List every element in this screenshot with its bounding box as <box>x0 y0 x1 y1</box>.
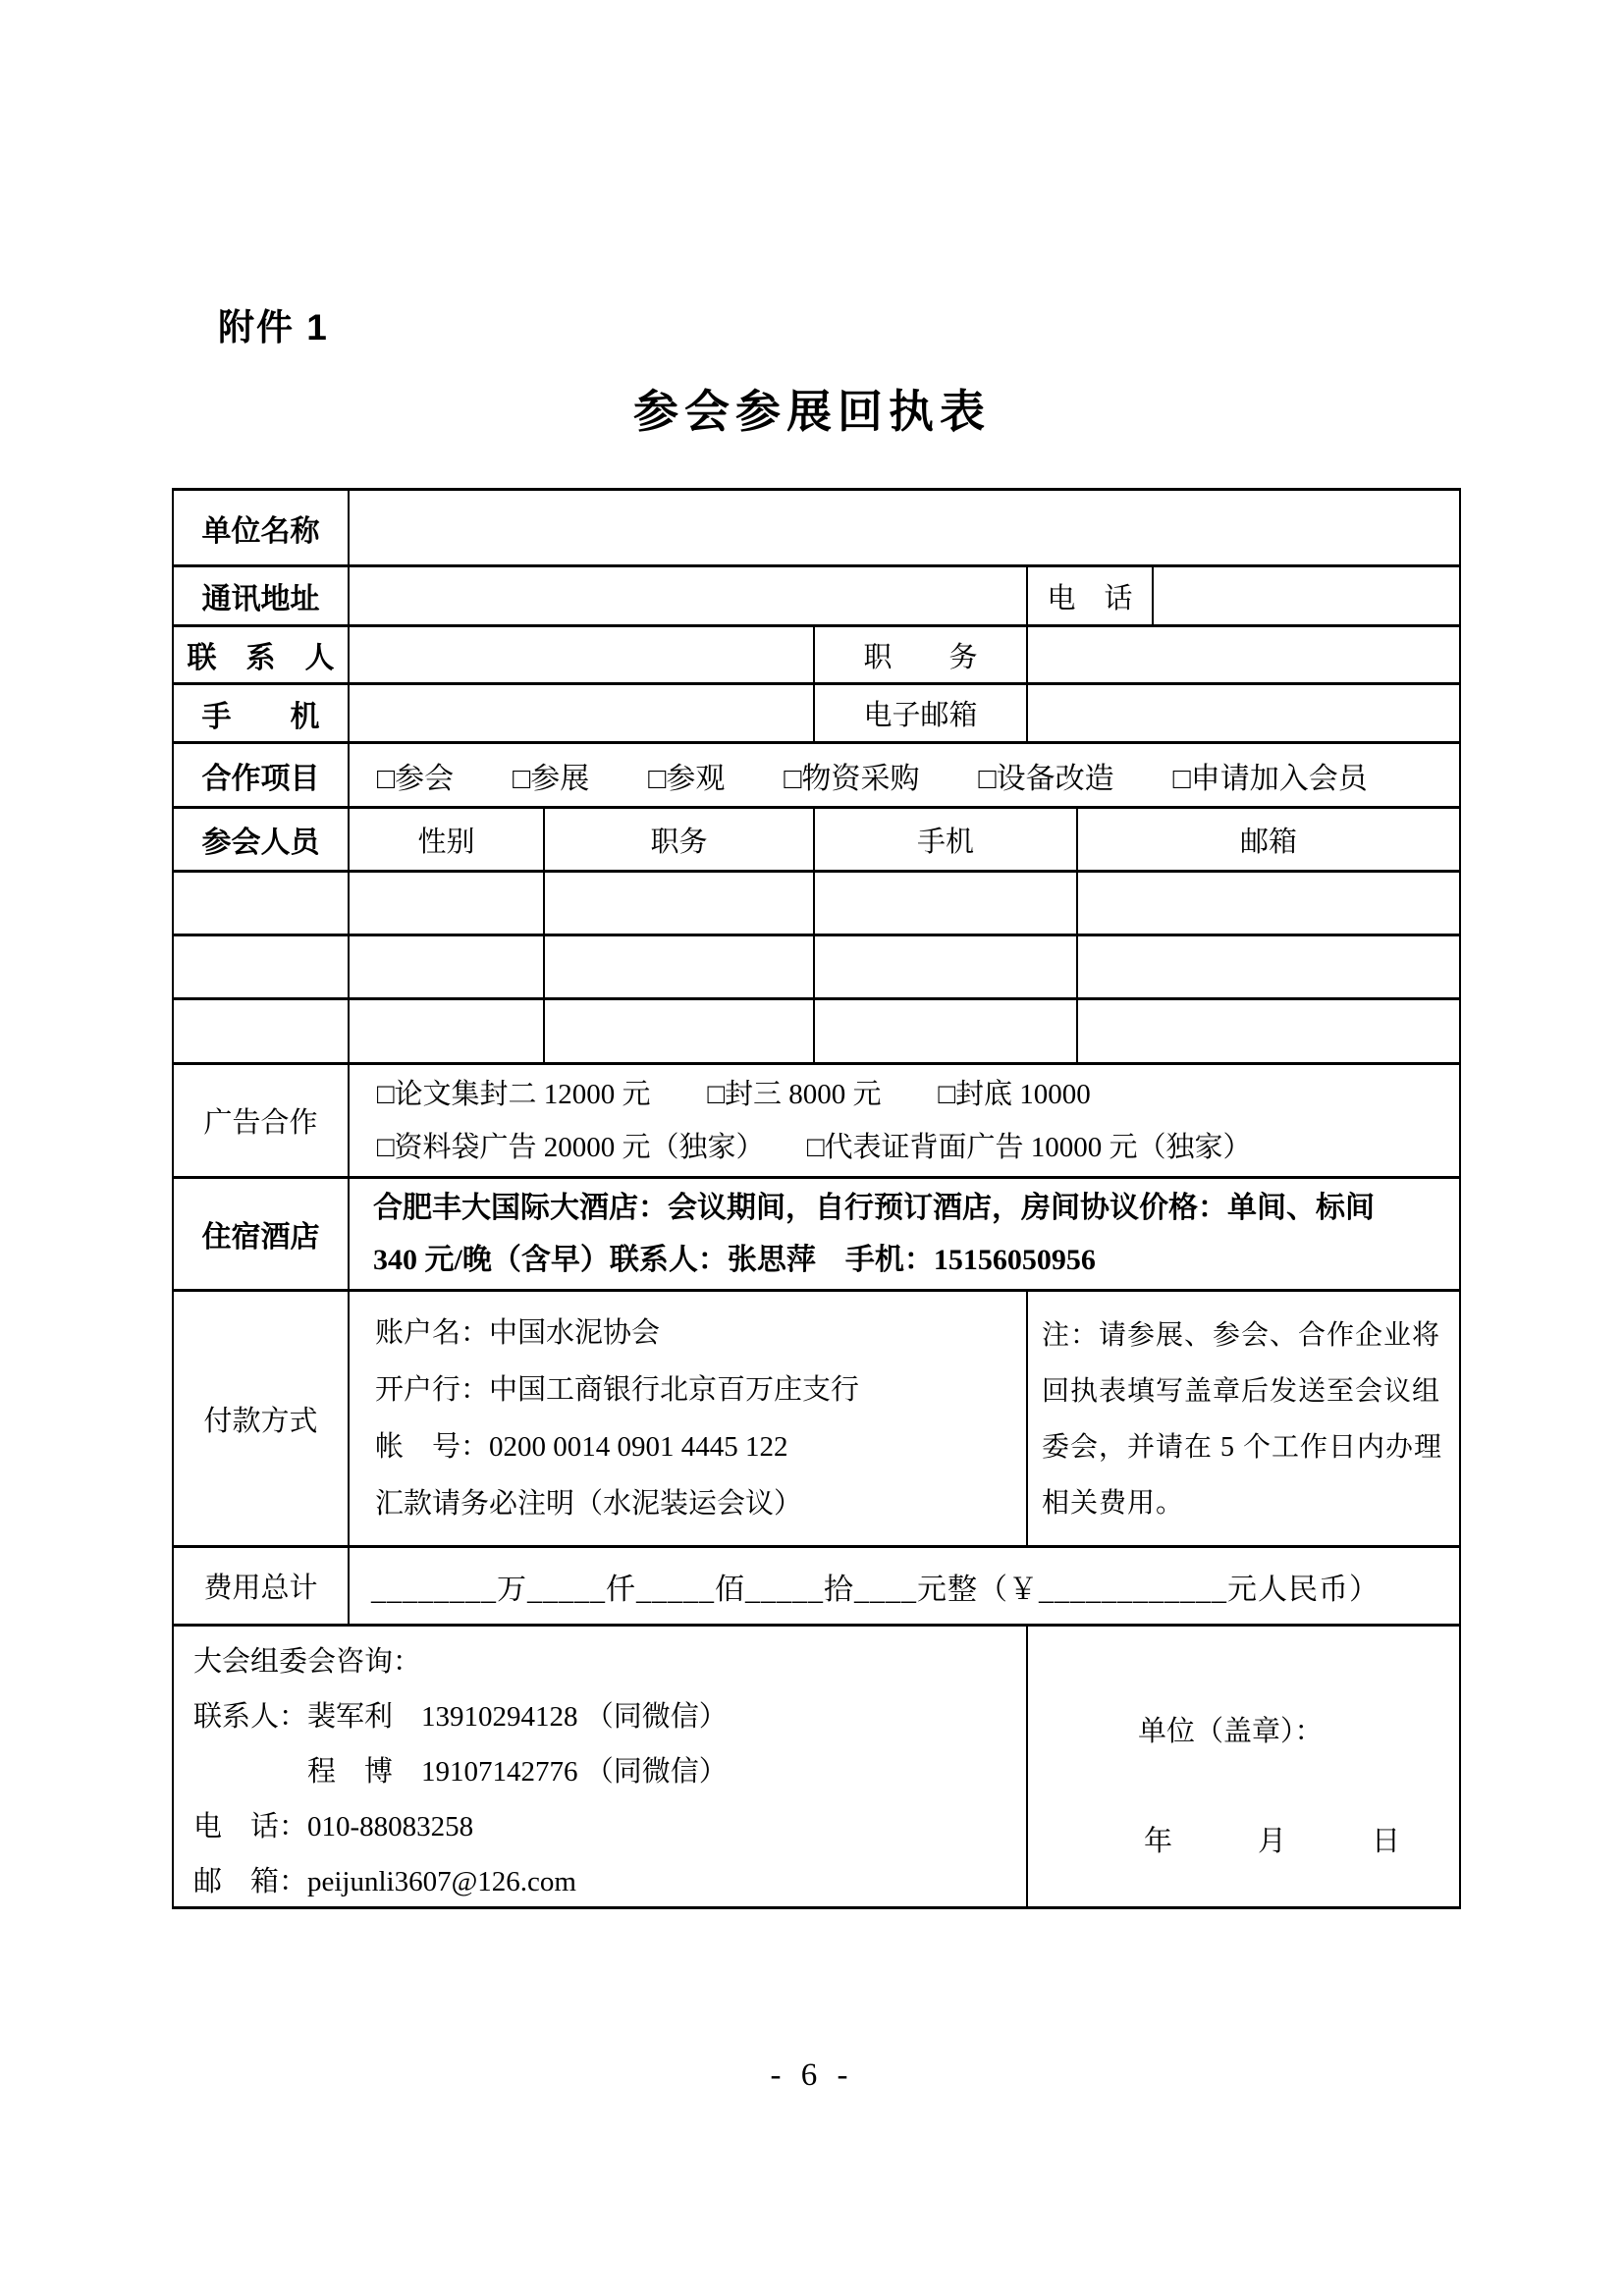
row-total <box>174 1545 1459 1624</box>
attendee-email-cell <box>1076 1000 1459 1062</box>
attendee-position-cell <box>543 1000 813 1062</box>
date-label: 年 月 日 <box>1144 1826 1401 1857</box>
payment-bank: 开户行：中国工商银行北京百万庄支行 <box>375 1374 860 1406</box>
ad-option-line: □资料袋广告 20000 元（独家） □代表证背面广告 10000 元（独家） <box>377 1131 1252 1163</box>
payment-account-cell <box>348 1292 1026 1545</box>
ad-option-line: □论文集封二 12000 元 □封三 8000 元 □封底 10000 <box>377 1078 1091 1110</box>
attendee-row <box>174 997 1459 1062</box>
gender-header-cell: 性别 <box>348 809 543 870</box>
phone-value-cell <box>1152 567 1459 624</box>
row-attendees-header <box>174 806 1459 870</box>
attachment-label: 附件 1 <box>218 307 329 347</box>
payment-account-number: 帐 号：0200 0014 0901 4445 122 <box>375 1431 788 1463</box>
total-amount-cell: ________万_____仟_____佰_____拾____元整（￥____________元人民币） <box>348 1548 1459 1624</box>
email-header-cell: 邮箱 <box>1076 809 1459 870</box>
committee-contact-line: 程 博 19107142776 （同微信） <box>193 1756 728 1788</box>
row-company <box>174 491 1459 564</box>
row-ad <box>174 1062 1459 1176</box>
payment-account-name: 账户名：中国水泥协会 <box>375 1317 661 1349</box>
position-label-cell: 职 务 <box>813 627 1026 682</box>
cooperation-label-cell: 合作项目 <box>201 762 320 795</box>
address-value-cell <box>348 567 1026 624</box>
contact-value-cell <box>348 627 813 682</box>
attendee-name-cell <box>174 1000 348 1062</box>
attendee-email-cell <box>1076 873 1459 934</box>
hotel-content-cell <box>348 1179 1459 1289</box>
total-label-cell: 费用总计 <box>203 1573 318 1604</box>
committee-email-line: 邮 箱：peijunli3607@126.com <box>193 1866 576 1897</box>
page-number: - 6 - <box>770 2057 854 2093</box>
stamp-cell <box>1026 1627 1459 1909</box>
row-address <box>174 564 1459 624</box>
position-header-cell: 职务 <box>543 809 813 870</box>
hotel-label-cell: 住宿酒店 <box>201 1221 320 1254</box>
ad-label-cell: 广告合作 <box>203 1107 318 1139</box>
payment-remark: 汇款请务必注明（水泥装运会议） <box>375 1488 803 1520</box>
attendee-mobile-cell <box>813 1000 1076 1062</box>
attendee-position-cell <box>543 936 813 997</box>
reply-form-table <box>172 488 1461 1909</box>
row-payment <box>174 1289 1459 1545</box>
form-title: 参会参展回执表 <box>633 387 991 437</box>
mobile-header-cell: 手机 <box>813 809 1076 870</box>
attendee-gender-cell <box>348 936 543 997</box>
hotel-info-line: 合肥丰大国际大酒店：会议期间，自行预订酒店，房间协议价格：单间、标间 <box>373 1192 1375 1224</box>
attendee-gender-cell <box>348 873 543 934</box>
email-label-cell: 电子邮箱 <box>813 685 1026 741</box>
attendee-row <box>174 934 1459 997</box>
attendees-label-cell: 参会人员 <box>201 827 320 859</box>
attendee-position-cell <box>543 873 813 934</box>
attendee-gender-cell <box>348 1000 543 1062</box>
row-committee <box>174 1624 1459 1909</box>
committee-contact-line: 联系人：裴军利 13910294128 （同微信） <box>193 1701 728 1733</box>
committee-tel-line: 电 话：010-88083258 <box>193 1811 474 1842</box>
payment-note-cell: 注：请参展、参会、合作企业将回执表填写盖章后发送至会议组委会，并请在 5 个工作日内办理相关费用。 <box>1026 1292 1459 1545</box>
attendee-mobile-cell <box>813 873 1076 934</box>
mobile-label-cell: 手 机 <box>201 700 320 733</box>
attendee-email-cell <box>1076 936 1459 997</box>
position-value-cell <box>1026 627 1459 682</box>
company-label-cell: 单位名称 <box>201 514 320 548</box>
committee-consult-line: 大会组委会咨询： <box>193 1646 422 1678</box>
attendee-mobile-cell <box>813 936 1076 997</box>
address-label-cell: 通讯地址 <box>201 583 320 615</box>
attendee-row <box>174 870 1459 934</box>
row-hotel <box>174 1176 1459 1289</box>
row-mobile <box>174 682 1459 741</box>
stamp-label: 单位（盖章）： <box>1138 1716 1324 1747</box>
payment-label-cell: 付款方式 <box>203 1405 318 1437</box>
contact-label-cell: 联 系 人 <box>187 642 335 674</box>
attendee-name-cell <box>174 873 348 934</box>
phone-label-cell: 电 话 <box>1026 567 1152 624</box>
mobile-value-cell <box>348 685 813 741</box>
row-contact <box>174 624 1459 682</box>
company-value-cell <box>348 491 1459 564</box>
ad-content-cell <box>348 1065 1459 1176</box>
attendee-name-cell <box>174 936 348 997</box>
email-value-cell <box>1026 685 1459 741</box>
row-cooperation <box>174 741 1459 806</box>
hotel-info-line: 340 元/晚（含早）联系人：张思萍 手机：15156050956 <box>373 1244 1096 1276</box>
committee-info-cell <box>174 1627 1026 1909</box>
cooperation-options-cell: □参会 □参展 □参观 □物资采购 □设备改造 □申请加入会员 <box>348 744 1459 806</box>
